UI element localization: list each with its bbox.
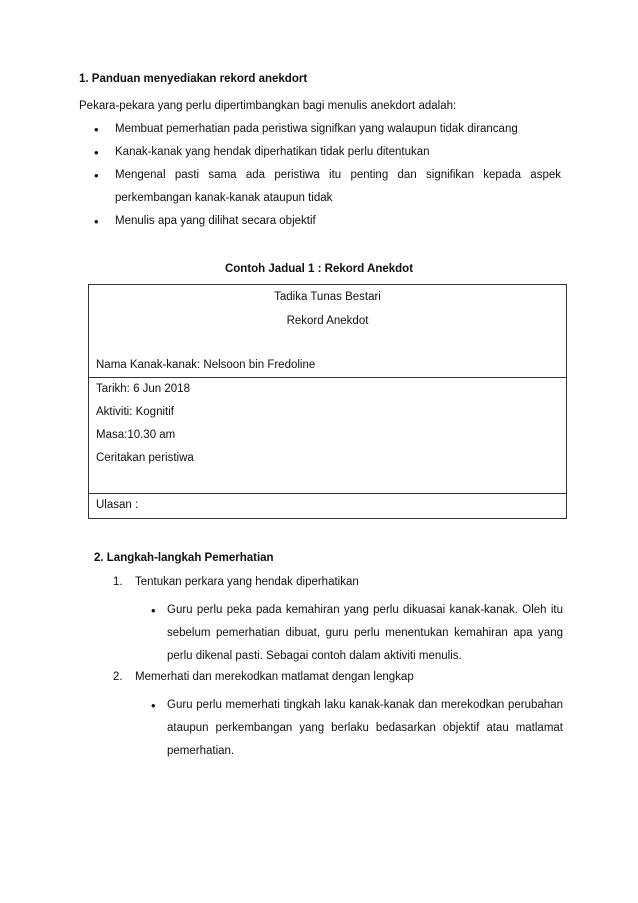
child-name: Nama Kanak-kanak: Nelsoon bin Fredoline [96,359,316,371]
record-activity: Aktiviti: Kognitif [96,406,174,418]
step-title: Tentukan perkara yang hendak diperhatikan [135,576,359,588]
school-name: Tadika Tunas Bestari [274,291,381,303]
step-bullet: • Guru perlu peka pada kemahiran yang perlu dikuasai kanak-kanak. Oleh itu sebelum pemerhatian dibuat, guru perlu menentukan kemahiran apa yang perlu dikenal pasti. Sebagai contoh dalam aktiviti menulis. [113,599,563,668]
step-1 [113,571,563,668]
bullet-item: • Menulis apa yang dilihat secara objektif [79,210,561,233]
step-2 [113,666,563,763]
anecdotal-record-table [88,284,567,519]
record-time: Masa:10.30 am [96,429,176,441]
bullet-item: • Membuat pemerhatian pada peristiwa signifkan yang walaupun tidak dirancang [79,118,561,141]
step-bullet: • Guru perlu memerhati tingkah laku kanak-kanak dan merekodkan perubahan ataupun perkembangan yang berlaku bedasarkan objektif atau matlamat pemerhatian. [113,694,563,763]
table-header-cell [89,285,567,378]
table-body-cell [89,378,567,494]
bullet-item: • Mengenal pasti sama ada peristiwa itu penting dan signifikan kepada aspek perkembangan kanak-kanak ataupun tidak [79,164,561,210]
record-title: Rekord Anekdot [286,315,369,327]
table-caption: Contoh Jadual 1 : Rekord Anekdot [224,263,414,275]
bullet-item: • Kanak-kanak yang hendak diperhatikan tidak perlu ditentukan [79,141,561,164]
section2-heading: 2. Langkah-langkah Pemerhatian [94,552,274,564]
section1-bullet-list [79,118,561,233]
record-date: Tarikh: 6 Jun 2018 [96,383,190,395]
review-cell: Ulasan : [89,494,567,519]
step-number: 1. [113,576,123,588]
section1-intro: Pekara-pekara yang perlu dipertimbangkan bagi menulis anekdort adalah: [79,100,457,112]
step-number: 2. [113,671,123,683]
step-title: Memerhati dan merekodkan matlamat dengan lengkap [135,671,414,683]
section1-heading: 1. Panduan menyediakan rekord anekdort [79,73,308,85]
record-event: Ceritakan peristiwa [96,452,194,464]
